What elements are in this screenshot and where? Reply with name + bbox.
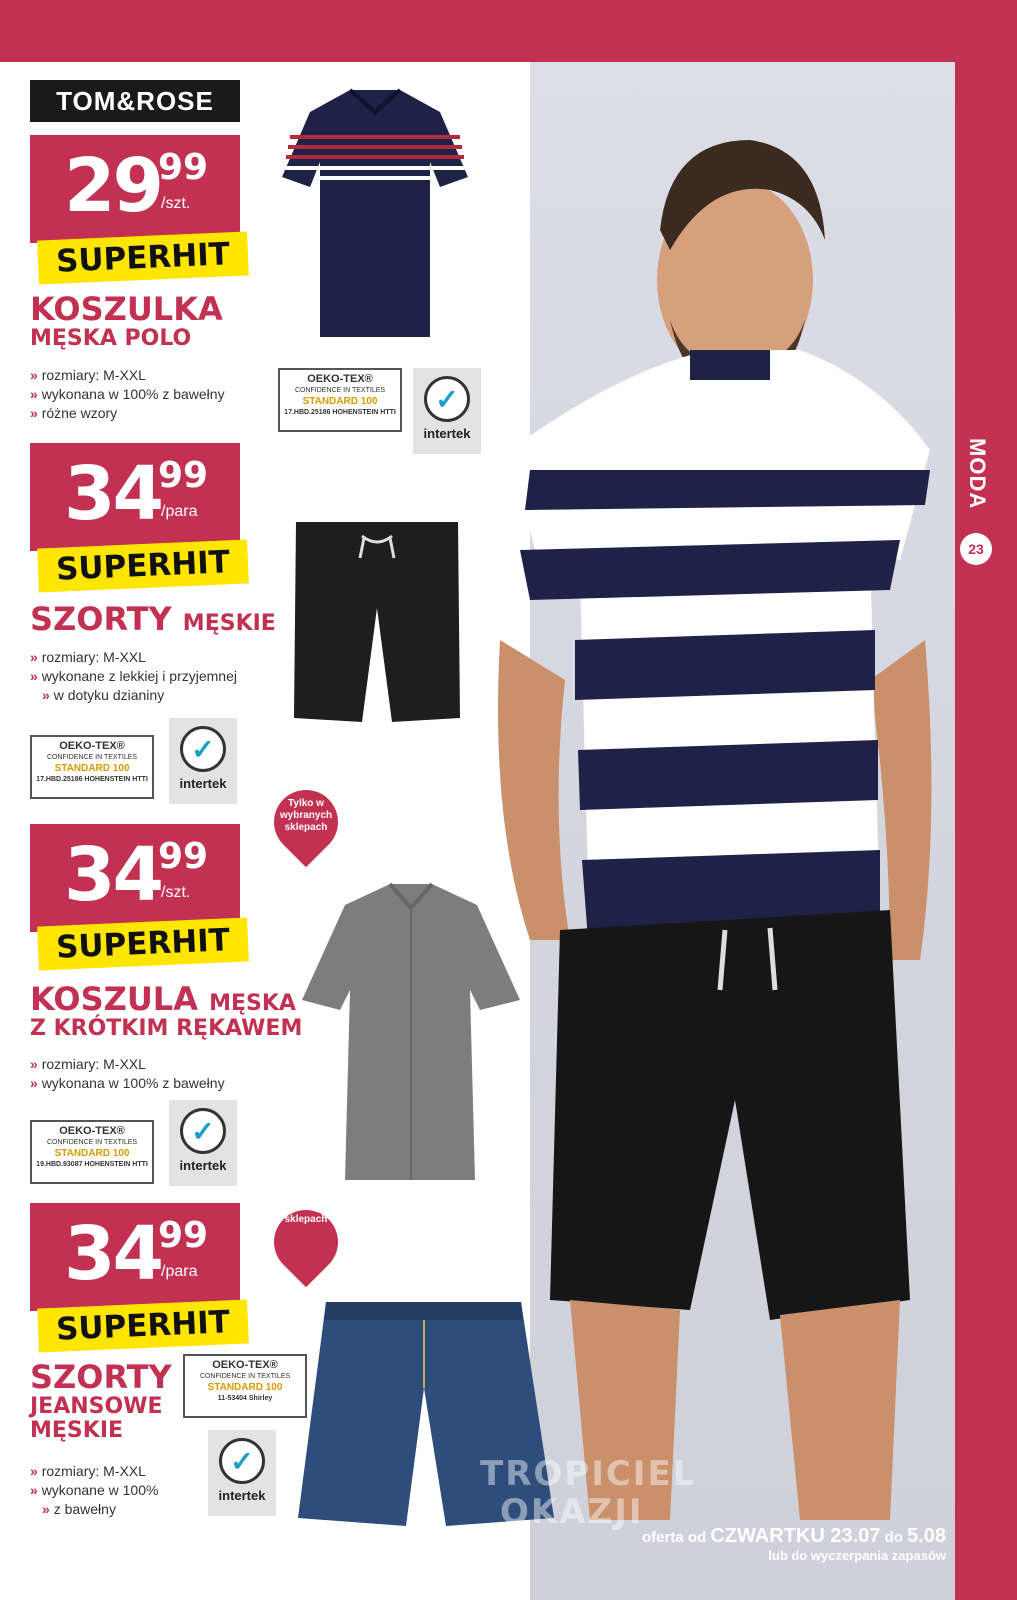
price-box <box>30 443 240 551</box>
oeko-title: OEKO-TEX® <box>212 1359 278 1371</box>
watermark <box>470 1455 696 1531</box>
oeko-title: OEKO-TEX® <box>307 373 373 385</box>
feature-list <box>30 366 225 423</box>
superhit-badge: SUPERHIT <box>37 231 249 284</box>
intertek-label: intertek <box>179 776 227 791</box>
list-item <box>30 686 237 705</box>
title-line2: Z KRÓTKIM RĘKAWEM <box>30 1016 303 1042</box>
shorts-image <box>292 518 462 728</box>
oeko-sub: CONFIDENCE IN TEXTILES <box>294 387 386 394</box>
list-item: » wykonana w 100% z bawełny <box>30 385 225 404</box>
superhit-badge: SUPERHIT <box>37 539 249 592</box>
offer-end: 5.08 <box>907 1525 946 1547</box>
check-icon: ✓ <box>424 376 470 422</box>
pin-label: Tylko w wybranych sklepach <box>279 798 333 833</box>
list-item: » wykonana w 100% z bawełny <box>30 1074 225 1093</box>
oeko-standard: STANDARD 100 <box>54 1148 130 1159</box>
list-item: » wykonane z lekkiej i przyjemnej <box>30 667 237 686</box>
intertek-badge <box>169 1100 237 1186</box>
check-icon: ✓ <box>180 726 226 772</box>
offer-dates <box>606 1525 946 1563</box>
price-integer: 34 <box>64 832 161 918</box>
oeko-tex-label <box>30 735 154 799</box>
oeko-sub: CONFIDENCE IN TEXTILES <box>46 1139 138 1146</box>
watermark-line2: OKAZJI <box>500 1492 644 1532</box>
oeko-tex-label <box>278 368 402 432</box>
price-integer: 29 <box>64 143 161 229</box>
title-main: SZORTY <box>30 1358 172 1396</box>
intertek-badge <box>169 718 237 804</box>
product-title <box>30 1360 172 1444</box>
oeko-tex-label <box>183 1354 307 1418</box>
oeko-title: OEKO-TEX® <box>59 1125 125 1137</box>
title-sub: MĘSKIE <box>182 611 276 636</box>
top-border <box>0 0 1017 62</box>
title-main: SZORTY <box>30 600 172 638</box>
product-title <box>30 292 223 351</box>
intertek-badge <box>208 1430 276 1516</box>
list-item: » rozmiary: M-XXL <box>30 1055 225 1074</box>
polo-shirt-image <box>280 82 470 342</box>
oeko-number: 17.HBD.25186 HOHENSTEIN HTTI <box>36 776 148 783</box>
feature-list <box>30 648 237 705</box>
list-item: » rozmiary: M-XXL <box>30 1462 158 1481</box>
title-sub: MĘSKA <box>209 991 296 1016</box>
section-label: MODA <box>965 438 990 510</box>
price-box <box>30 1203 240 1311</box>
intertek-badge <box>413 368 481 454</box>
oeko-sub: CONFIDENCE IN TEXTILES <box>199 1373 291 1380</box>
list-item-continued: w dotyku dzianiny <box>53 687 165 703</box>
price-box <box>30 135 240 243</box>
feature-list <box>30 1462 158 1519</box>
list-item <box>30 1500 158 1519</box>
offer-prefix: oferta od <box>642 1529 707 1546</box>
price-decimal: 99 <box>158 147 209 188</box>
price-unit: /para <box>161 503 198 520</box>
superhit-badge: SUPERHIT <box>37 1299 249 1352</box>
price-integer: 34 <box>64 451 161 537</box>
title-main: KOSZULKA <box>30 290 223 328</box>
watermark-line1: TROPICIEL <box>480 1454 697 1494</box>
feature-list <box>30 1055 225 1093</box>
offer-line1 <box>606 1525 946 1548</box>
price-unit: /szt. <box>161 884 191 901</box>
title-line1 <box>30 982 302 1017</box>
title-main: KOSZULA <box>30 980 198 1018</box>
oeko-tex-label <box>30 1120 154 1184</box>
price-decimal: 99 <box>158 1215 209 1256</box>
right-border <box>955 0 1017 1600</box>
intertek-label: intertek <box>423 426 471 441</box>
shirt-image <box>300 880 522 1185</box>
list-item: » rozmiary: M-XXL <box>30 366 225 385</box>
offer-mid: do <box>884 1529 903 1546</box>
price-decimal: 99 <box>158 455 209 496</box>
intertek-label: intertek <box>179 1158 227 1173</box>
price-integer: 34 <box>64 1211 161 1297</box>
price-box <box>30 824 240 932</box>
title-sub: JEANSOWE <box>30 1394 163 1420</box>
oeko-title: OEKO-TEX® <box>59 740 125 752</box>
offer-date: CZWARTKU 23.07 <box>710 1525 881 1547</box>
title-sub: MĘSKA POLO <box>30 326 192 352</box>
list-item-continued: z bawełny <box>53 1501 116 1517</box>
list-item: » rozmiary: M-XXL <box>30 648 237 667</box>
product-title <box>30 602 276 637</box>
oeko-standard: STANDARD 100 <box>302 396 378 407</box>
pin-label: Tylko w wybranych sklepach <box>279 1190 333 1225</box>
offer-line2: lub do wyczerpania zapasów <box>768 1548 946 1563</box>
oeko-number: 11-53404 Shirley <box>217 1395 273 1402</box>
oeko-number: 19.HBD.93087 HOHENSTEIN HTTI <box>36 1161 148 1168</box>
check-icon: ✓ <box>180 1108 226 1154</box>
check-icon: ✓ <box>219 1438 265 1484</box>
list-item: » wykonane w 100% <box>30 1481 158 1500</box>
oeko-standard: STANDARD 100 <box>207 1382 283 1393</box>
oeko-sub: CONFIDENCE IN TEXTILES <box>46 754 138 761</box>
superhit-badge: SUPERHIT <box>37 917 249 970</box>
product-title <box>30 982 302 1041</box>
price-unit: /para <box>161 1263 198 1280</box>
page-number: 23 <box>960 533 992 565</box>
title-line3: MĘSKIE <box>30 1418 124 1444</box>
brand-logo: TOM&ROSE <box>30 80 240 122</box>
oeko-standard: STANDARD 100 <box>54 763 130 774</box>
price-decimal: 99 <box>158 836 209 877</box>
list-item: » różne wzory <box>30 404 225 423</box>
intertek-label: intertek <box>218 1488 266 1503</box>
oeko-number: 17.HBD.25186 HOHENSTEIN HTTI <box>284 409 396 416</box>
price-unit: /szt. <box>161 195 191 212</box>
